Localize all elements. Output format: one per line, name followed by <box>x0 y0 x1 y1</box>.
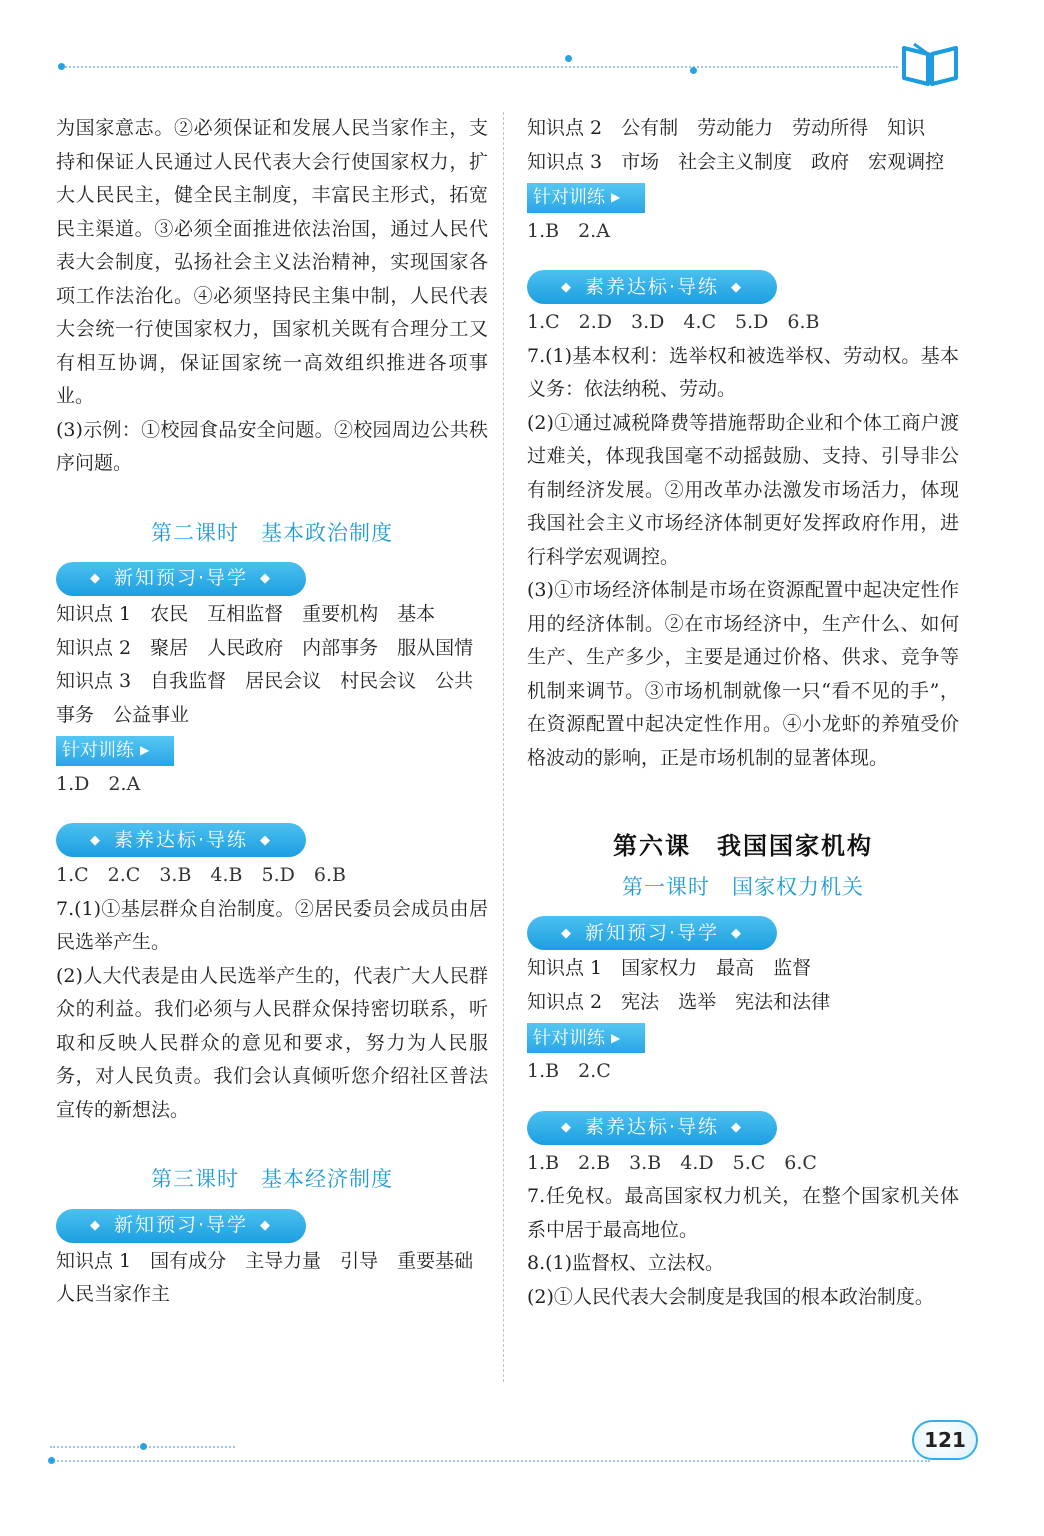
header-dot <box>58 63 65 70</box>
unit-title: 第六课 我国国家机构 <box>613 831 873 861</box>
answer-paragraph: 8.(1)监督权、立法权。 <box>527 1252 725 1274</box>
header-dot <box>565 55 572 62</box>
answer-line: 1.C 2.C 3.B 4.B 5.D 6.B <box>56 864 346 887</box>
diamond-icon: ◆ <box>89 571 102 587</box>
lesson-title: 第二课时 基本政治制度 <box>151 520 393 545</box>
section-banner <box>56 562 306 596</box>
answer-paragraph: 7.任免权。最高国家权力机关，在整个国家机关体系中居于最高地位。 <box>527 1185 959 1241</box>
diamond-icon: ◆ <box>260 832 273 848</box>
answer-line: 1.B 2.C <box>527 1060 611 1082</box>
knowledge-point: 知识点 2 聚居 人民政府 内部事务 服从国情 <box>56 636 474 659</box>
practice-tag <box>527 183 645 213</box>
play-arrow-icon: ▶ <box>611 1030 621 1045</box>
section-banner <box>56 1209 306 1243</box>
answer-paragraph: 7.(1)基本权利：选举权和被选举权、劳动权。基本义务：依法纳税、劳动。 <box>527 344 959 401</box>
diamond-icon: ◆ <box>89 832 102 848</box>
book-icon <box>900 40 960 86</box>
section-banner <box>527 1111 777 1145</box>
answer-line: 1.B 2.A <box>527 219 610 242</box>
banner-label: 新知预习·导学 <box>113 567 249 590</box>
footer-rule <box>50 1460 930 1462</box>
knowledge-point: 知识点 3 自我监督 居民会议 村民会议 公共事务 公益事业 <box>56 670 474 726</box>
answer-paragraph: 7.(1)①基层群众自治制度。②居民委员会成员由居民选举产生。 <box>56 897 488 954</box>
knowledge-point: 知识点 2 宪法 选举 宪法和法律 <box>527 990 831 1013</box>
diamond-icon: ◆ <box>560 925 573 941</box>
tag-label: 针对训练 <box>533 1027 605 1049</box>
diamond-icon: ◆ <box>560 1119 573 1135</box>
answer-paragraph: (2)①通过减税降费等措施帮助企业和个体工商户渡过难关，体现我国毫不动摇鼓励、支持、引导非公有制经济发展。②用改革办法激发市场活力，体现我国社会主义市场经济体制更好发挥政府作用，进行科学宏观调控。 <box>527 411 959 568</box>
footer-dot <box>48 1457 55 1464</box>
section-banner <box>56 823 306 857</box>
practice-tag <box>527 1023 645 1053</box>
answer-paragraph: 为国家意志。②必须保证和发展人民当家作主，支持和保证人民通过人民代表大会行使国家权力，扩大人民民主，健全民主制度，丰富民主形式，拓宽民主渠道。③必须全面推进依法治国，通过人民代表大会制度，弘扬社会主义法治精神，实现国家各项工作法治化。④必须坚持民主集中制，人民代表大会统一行使国家权力，国家机关既有合理分工又有相互协调，保证国家统一高效组织推进各项事业。 <box>56 117 488 407</box>
diamond-icon: ◆ <box>731 1119 744 1135</box>
play-arrow-icon: ▶ <box>611 190 621 205</box>
diamond-icon: ◆ <box>260 571 273 587</box>
banner-label: 素养达标·导练 <box>584 1115 720 1138</box>
section-banner <box>527 270 777 304</box>
left-column <box>56 112 493 1312</box>
diamond-icon: ◆ <box>731 279 744 295</box>
knowledge-point: 知识点 1 农民 互相监督 重要机构 基本 <box>56 603 436 625</box>
tag-label: 针对训练 <box>533 187 605 209</box>
answer-line: 1.B 2.B 3.B 4.D 5.C 6.C <box>527 1151 817 1174</box>
diamond-icon: ◆ <box>731 925 744 941</box>
section-banner <box>527 916 777 950</box>
page-number: 121 <box>912 1420 978 1460</box>
right-column <box>527 112 959 1314</box>
footer-dot <box>140 1443 147 1450</box>
header-rule <box>62 66 898 68</box>
answer-paragraph: (3)示例：①校园食品安全问题。②校园周边公共秩序问题。 <box>56 418 488 474</box>
banner-label: 素养达标·导练 <box>113 828 249 851</box>
banner-label: 新知预习·导学 <box>584 921 720 944</box>
play-arrow-icon: ▶ <box>140 743 150 758</box>
answer-line: 1.C 2.D 3.D 4.C 5.D 6.B <box>527 311 820 334</box>
diamond-icon: ◆ <box>260 1218 273 1233</box>
lesson-title: 第一课时 国家权力机关 <box>622 874 864 899</box>
answer-paragraph: (2)人大代表是由人民选举产生的，代表广大人民群众的利益。我们必须与人民群众保持密切联系，听取和反映人民群众的意见和要求，努力为人民服务，对人民负责。我们会认真倾听您介绍社区普法宣传的新想法。 <box>56 964 488 1121</box>
answer-paragraph: (3)①市场经济体制是市场在资源配置中起决定性作用的经济体制。②在市场经济中，生产什么、如何生产、生产多少，主要是通过价格、供求、竞争等机制来调节。③市场机制就像一只“看不见的手”，在资源配置中起决定性作用。④小龙虾的养殖受价格波动的影响，正是市场机制的显著体现。 <box>527 579 959 769</box>
knowledge-point: 知识点 1 国有成分 主导力量 引导 重要基础 人民当家作主 <box>56 1249 493 1306</box>
knowledge-point: 知识点 2 公有制 劳动能力 劳动所得 知识 <box>527 117 926 139</box>
lesson-title: 第三课时 基本经济制度 <box>151 1167 393 1192</box>
knowledge-point: 知识点 1 国家权力 最高 监督 <box>527 957 812 980</box>
header-dot <box>690 67 697 74</box>
column-divider <box>503 112 504 1382</box>
answer-paragraph: (2)①人民代表大会制度是我国的根本政治制度。 <box>527 1285 934 1308</box>
diamond-icon: ◆ <box>89 1218 102 1233</box>
banner-label: 新知预习·导学 <box>113 1214 249 1236</box>
answer-line: 1.D 2.A <box>56 772 141 795</box>
practice-tag <box>56 736 174 766</box>
diamond-icon: ◆ <box>560 279 573 295</box>
tag-label: 针对训练 <box>62 740 134 762</box>
banner-label: 素养达标·导练 <box>584 275 720 298</box>
knowledge-point: 知识点 3 市场 社会主义制度 政府 宏观调控 <box>527 150 945 173</box>
